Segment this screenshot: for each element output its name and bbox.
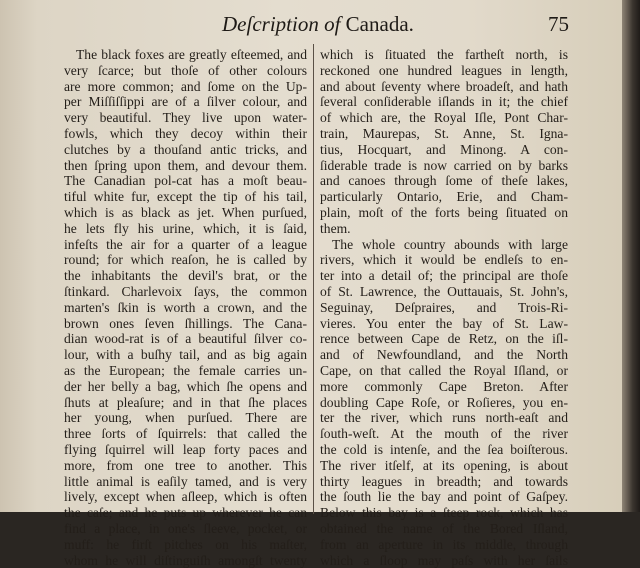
right-text-column	[320, 47, 568, 568]
text-line: thirty leagues in breadth; and towards	[320, 474, 568, 490]
running-title-part: Canada.	[346, 12, 414, 36]
text-line: plain, moſt of the forts being ſituated on	[320, 205, 568, 221]
text-line: rivers, which it would be endleſs to en-	[320, 252, 568, 268]
text-line: which a ſloop may paſs with her ſails	[320, 553, 568, 568]
text-line: whom he will diſtinguiſh amongſt twenty	[64, 553, 307, 568]
text-line: the caſe; and he puts up wherever he can	[64, 505, 307, 521]
page-number: 75	[548, 12, 569, 37]
text-line: marten's ſkin is worth a crown, and the	[64, 300, 307, 316]
text-line: lour, with a buſhy tail, and as big again	[64, 347, 307, 363]
text-line: find a place, in one's ſleeve, pocket, or	[64, 521, 307, 537]
text-line: ſhuts at pleaſure; and in that ſhe places	[64, 395, 307, 411]
text-line: der her belly a bag, which ſhe opens and	[64, 379, 307, 395]
text-line: tiful white fur, except the tip of his tail,	[64, 189, 307, 205]
text-line: flying ſquirrel will leap forty paces and	[64, 442, 307, 458]
text-line: ſouth-weſt. At the mouth of the river	[320, 426, 568, 442]
text-line: obtained the name of the Bored Iſland,	[320, 521, 568, 537]
text-line: of which are, the Royal Iſle, Pont Char-	[320, 110, 568, 126]
text-line: he lets fly his urine, which, it is ſaid,	[64, 221, 307, 237]
text-line: more commonly Cape Breton. After	[320, 379, 568, 395]
text-line: are more common; and ſome on the Up-	[64, 79, 307, 95]
text-line: per Miſſiſſippi are of a ſilver colour, and	[64, 94, 307, 110]
text-line: ter the river, which runs north-eaſt and	[320, 410, 568, 426]
text-line: ſiderable trade is now carried on by barks	[320, 158, 568, 174]
text-line: Cape, on that called the Royal Iſland, or	[320, 363, 568, 379]
text-line: lively, except when aſleep, which is often	[64, 489, 307, 505]
text-line: doubling Cape Roſe, or Roſieres, you en-	[320, 395, 568, 411]
text-line: The black foxes are greatly eſteemed, and	[64, 47, 307, 63]
text-line: brown ones ſeven ſhillings. The Cana-	[64, 316, 307, 332]
text-line: particularly Ontario, Erie, and Cham-	[320, 189, 568, 205]
text-line: and canoes through ſome of theſe lakes,	[320, 173, 568, 189]
text-line: her young, when purſued. There are	[64, 410, 307, 426]
text-line: The river itſelf, at its opening, is about	[320, 458, 568, 474]
text-line: them.	[320, 221, 568, 237]
text-line: ter into a detail of; the principal are thoſe	[320, 268, 568, 284]
text-line: ſtinkard. Charlevoix ſays, the common	[64, 284, 307, 300]
text-line: tius, Hocquart, and Minong. A con-	[320, 142, 568, 158]
text-line: of St. Lawrence, the Outtauais, St. John's,	[320, 284, 568, 300]
text-line: clutches by a thouſand antic tricks, and	[64, 142, 307, 158]
text-line: the ſouth lie the bay and point of Gaſpey.	[320, 489, 568, 505]
text-line: very ſcarce; but thoſe of other colours	[64, 63, 307, 79]
text-line: ſeveral conſiderable iſlands in it; the chief	[320, 94, 568, 110]
text-line: Seguinay, Deſpraires, and Trois-Ri-	[320, 300, 568, 316]
text-line: The whole country abounds with large	[320, 237, 568, 253]
text-line: Below this bay is a ſteep rock, which has	[320, 505, 568, 521]
text-line: more, from one tree to another. This	[64, 458, 307, 474]
text-line: little animal is eaſily tamed, and is very	[64, 474, 307, 490]
running-title-part: Deſcription	[222, 12, 319, 36]
text-line: and of Newfoundland, and the North	[320, 347, 568, 363]
text-line: and about ſeventy where broadeſt, and hath	[320, 79, 568, 95]
page-edge-shadow	[622, 0, 640, 512]
text-line: three ſorts of ſquirrels: that called the	[64, 426, 307, 442]
running-title-part: of	[324, 12, 340, 36]
text-line: vieres. You enter the bay of St. Law-	[320, 316, 568, 332]
text-line: which is ſituated the fartheſt north, is	[320, 47, 568, 63]
page-header	[0, 10, 590, 38]
running-title	[222, 12, 414, 37]
text-line: reckoned one hundred leagues in length,	[320, 63, 568, 79]
text-line: then ſpring upon them, and devour them.	[64, 158, 307, 174]
text-line: infeſts the air for a quarter of a league	[64, 237, 307, 253]
text-line: as the European; the female carries un-	[64, 363, 307, 379]
text-line: the inhabitants the devil's brat, or the	[64, 268, 307, 284]
text-line: dian wood-rat is of a beautiful ſilver co-	[64, 331, 307, 347]
text-line: train, Maurepas, St. Anne, St. Igna-	[320, 126, 568, 142]
left-text-column	[64, 47, 307, 568]
text-line: fowls, which they decoy within their	[64, 126, 307, 142]
text-line: which is as black as jet. When purſued,	[64, 205, 307, 221]
text-line: from an aperture in its middle, through	[320, 537, 568, 553]
text-line: very beautiful. They live upon water-	[64, 110, 307, 126]
text-line: the cold is intenſe, and the ſea boiſterous.	[320, 442, 568, 458]
text-line: round; for which reaſon, he is called by	[64, 252, 307, 268]
text-line: rence between Cape de Retz, on the iſl-	[320, 331, 568, 347]
text-line: muff: he firſt pitches on his maſter,	[64, 537, 307, 553]
text-line: The Canadian pol-cat has a moſt beau-	[64, 173, 307, 189]
column-divider	[313, 44, 314, 514]
